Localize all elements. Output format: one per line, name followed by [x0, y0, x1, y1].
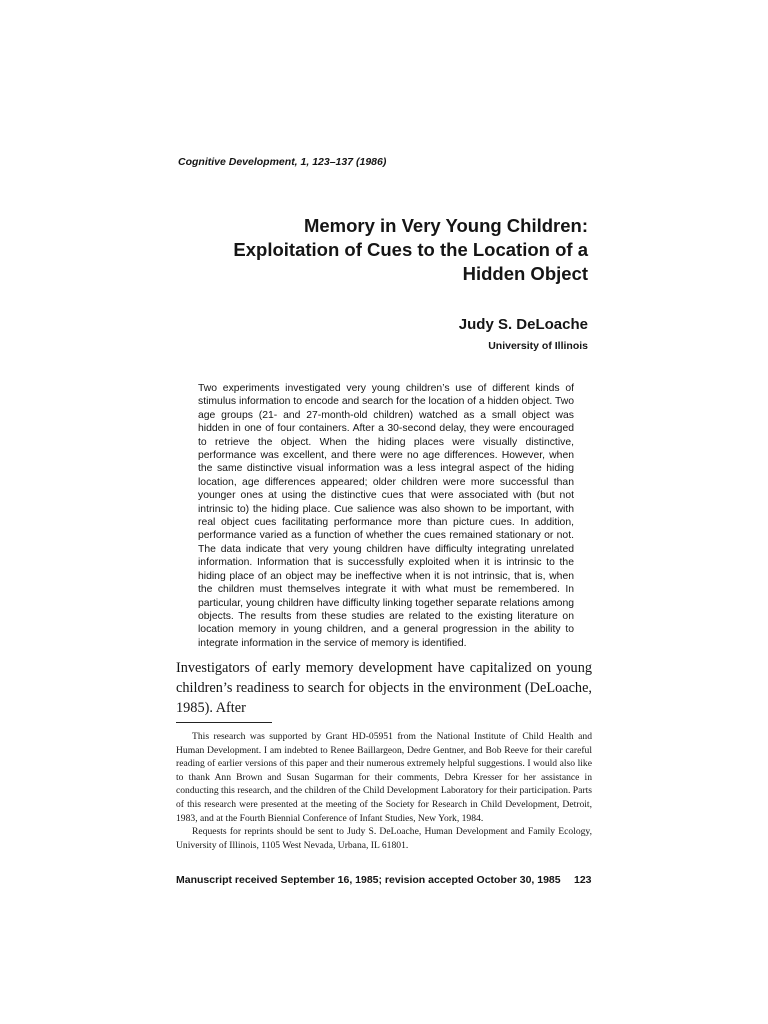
- abstract: Two experiments investigated very young children’s use of different kinds of stimulus information to encode and search for the location of a hidden object. Two age groups (21- and 27-month-old children) watched as a small object was hidden in one of four containers. After a 30-second delay, they were encouraged to retrieve the object. When the hiding places were visually distinctive, performance was excellent, and there were no age differences. However, when the same distinctive visual information was a less integral aspect of the hiding location, age differences appeared; older children were more successful than younger ones at using the distinctive cues that were associated with (but not intrinsic to) the hiding place. Cue salience was also shown to be important, with real object cues facilitating performance more than picture cues. In addition, performance varied as a function of whether the cues remained stationary or not. The data indicate that very young children have difficulty integrating unrelated information. Information that is successfully exploited when it is intrinsic to the hiding place of an object may be ineffective when it is not intrinsic, that is, when the children must themselves integrate it with what must be remembered. In particular, young children have difficulty linking together separate relations among objects. The results from these studies are related to the existing literature on location memory in young children, and a general progression in the ability to integrate information in the service of memory is identified.: [198, 383, 574, 649]
- author-affiliation: University of Illinois: [488, 340, 588, 352]
- paper-title: [188, 214, 588, 286]
- footnote-reprints: Requests for reprints should be sent to Judy S. DeLoache, Human Development and Family Ecology, University of Illinois, 1105 West Nevada, Urbana, IL 61801.: [176, 826, 592, 851]
- title-line-1: Memory in Very Young Children:: [303, 215, 588, 236]
- title-line-2: Exploitation of Cues to the Location of a: [233, 239, 588, 260]
- footnotes: [176, 730, 592, 852]
- author-name: Judy S. DeLoache: [458, 316, 588, 333]
- footnote-acknowledgment: This research was supported by Grant HD-05951 from the National Institute of Child Health and Human Development. I am indebted to Renee Baillargeon, Dedre Gentner, and Bob Reeve for their careful reading of earlier versions of this paper and their numerous extremely helpful suggestions. I would also like to thank Ann Brown and Susan Sugarman for their comments, Debra Kresser for her assistance in conducting this research, and the children of the Child Development Laboratory for their participation. Parts of this research were presented at the meeting of the Society for Research in Child Development, Detroit, 1983, and at the Fourth Biennial Conference of Infant Studies, New York, 1984.: [176, 731, 592, 824]
- title-line-3: Hidden Object: [462, 263, 588, 284]
- manuscript-dates: Manuscript received September 16, 1985; revision accepted October 30, 1985: [176, 874, 561, 886]
- body-paragraph: Investigators of early memory development have capitalized on young children’s readiness to search for objects in the environment (DeLoache, 1985). After: [176, 660, 592, 716]
- page-number: 123: [574, 874, 592, 886]
- footnote-divider: [176, 722, 272, 723]
- journal-reference: Cognitive Development, 1, 123–137 (1986): [178, 156, 387, 168]
